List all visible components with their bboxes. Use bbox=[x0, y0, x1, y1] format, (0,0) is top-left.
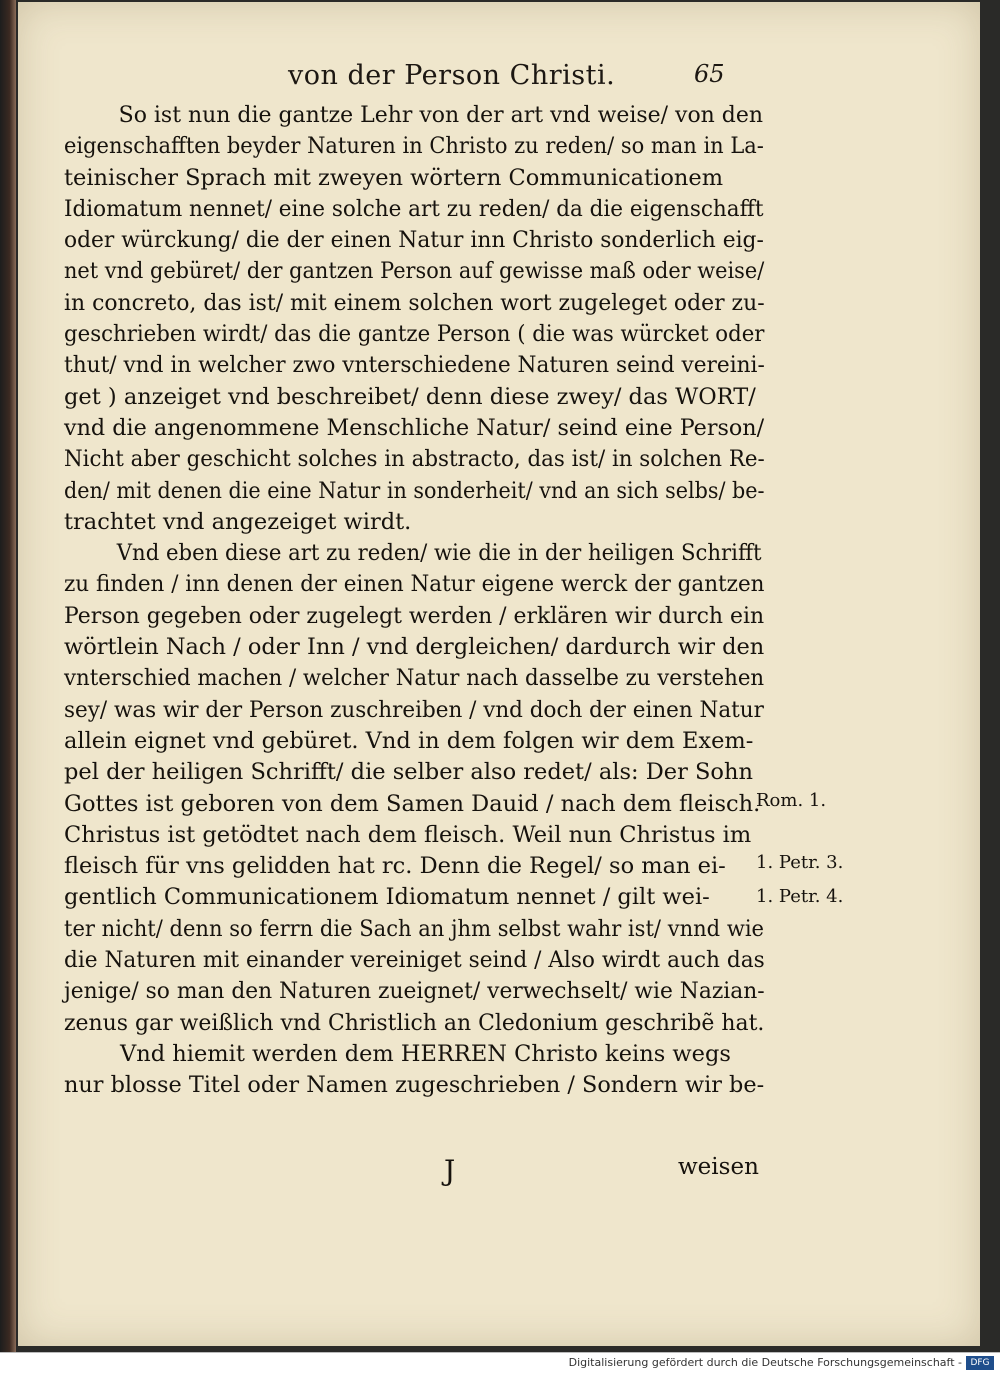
text-line: eigenschafften beyder Naturen in Christo zu reden/ so man in La- bbox=[64, 133, 764, 160]
page-number: 65 bbox=[694, 60, 725, 88]
text-line: So ist nun die gantze Lehr von der art vnd weise/ von den bbox=[118, 102, 764, 128]
text-line: fleisch für vns gelidden hat rc. Denn die Regel/ so man ei- bbox=[64, 853, 726, 880]
credit-bar bbox=[0, 1352, 1000, 1374]
catchword: weisen bbox=[678, 1154, 759, 1180]
text-line: Person gegeben oder zugelegt werden / erklären wir durch ein bbox=[64, 602, 765, 629]
text-line: gentlich Communicationem Idiomatum nennet / gilt wei- bbox=[64, 884, 710, 911]
running-title: von der Person Christi. bbox=[288, 60, 616, 91]
text-line: net vnd gebüret/ der gantzen Person auf gewisse maß oder weise/ bbox=[64, 258, 765, 285]
margin-note: 1. Petr. 3. bbox=[756, 852, 844, 873]
text-line: Nicht aber geschicht solches in abstracto, das ist/ in solchen Re- bbox=[64, 446, 765, 473]
text-line: sey/ was wir der Person zuschreiben / vnd doch der einen Natur bbox=[64, 696, 764, 723]
text-line: den/ mit denen die eine Natur in sonderheit/ vnd an sich selbs/ be- bbox=[64, 477, 765, 504]
text-line: teinischer Sprach mit zweyen wörtern Communicationem bbox=[64, 164, 724, 191]
funding-credit: Digitalisierung gefördert durch die Deutsche Forschungsgemeinschaft - bbox=[568, 1356, 962, 1369]
text-line: vnd die angenommene Menschliche Natur/ seind eine Person/ bbox=[64, 414, 765, 441]
text-line: Gottes ist geboren von dem Samen Dauid / nach dem fleisch. bbox=[64, 790, 761, 817]
dfg-logo: DFG bbox=[966, 1356, 994, 1370]
text-line: zenus gar weißlich vnd Christlich an Cledonium geschribẽ hat. bbox=[64, 1009, 765, 1036]
text-line: jenige/ so man den Naturen zueignet/ verwechselt/ wie Nazian- bbox=[64, 978, 765, 1005]
margin-note: 1. Petr. 4. bbox=[756, 886, 844, 907]
text-line: Christus ist getödtet nach dem fleisch. Weil nun Christus im bbox=[64, 821, 752, 848]
text-line: pel der heiligen Schrifft/ die selber also redet/ als: Der Sohn bbox=[64, 759, 753, 786]
margin-note: Rom. 1. bbox=[756, 790, 827, 811]
text-line: Vnd hiemit werden dem HERREN Christo keins wegs bbox=[120, 1040, 731, 1067]
book-page bbox=[18, 2, 980, 1346]
text-line: die Naturen mit einander vereiniget seind / Also wirdt auch das bbox=[64, 947, 765, 974]
book-spine-edge bbox=[0, 0, 16, 1352]
text-line: wörtlein Nach / oder Inn / vnd dergleichen/ dardurch wir den bbox=[64, 634, 765, 661]
text-line: nur blosse Titel oder Namen zugeschrieben / Sondern wir be- bbox=[64, 1072, 765, 1099]
text-line: get ) anzeiget vnd beschreibet/ denn diese zwey/ das WORT/ bbox=[64, 383, 756, 410]
body-text bbox=[64, 100, 764, 1102]
page-header bbox=[18, 60, 980, 100]
text-line: Vnd eben diese art zu reden/ wie die in der heiligen Schrifft bbox=[116, 540, 762, 567]
text-line: in concreto, das ist/ mit einem solchen wort zugeleget oder zu- bbox=[64, 289, 765, 316]
text-line: thut/ vnd in welcher zwo vnterschiedene Naturen seind vereini- bbox=[64, 352, 765, 379]
text-line: zu finden / inn denen der einen Natur eigene werck der gantzen bbox=[64, 571, 765, 598]
text-line: geschrieben wirdt/ das die gantze Person ( die was würcket oder bbox=[64, 321, 765, 348]
signature-mark: J bbox=[444, 1154, 456, 1187]
text-line: ter nicht/ denn so ferrn die Sach an jhm selbst wahr ist/ vnnd wie bbox=[64, 915, 765, 942]
page-footer bbox=[18, 1154, 980, 1194]
text-line: vnterschied machen / welcher Natur nach dasselbe zu verstehen bbox=[64, 665, 765, 692]
text-line: Idiomatum nennet/ eine solche art zu reden/ da die eigenschafft bbox=[64, 195, 764, 222]
text-line: allein eignet vnd gebüret. Vnd in dem folgen wir dem Exem- bbox=[64, 727, 754, 754]
text-line: trachtet vnd angezeiget wirdt. bbox=[64, 508, 412, 535]
text-line: oder würckung/ die der einen Natur inn Christo sonderlich eig- bbox=[64, 227, 764, 254]
